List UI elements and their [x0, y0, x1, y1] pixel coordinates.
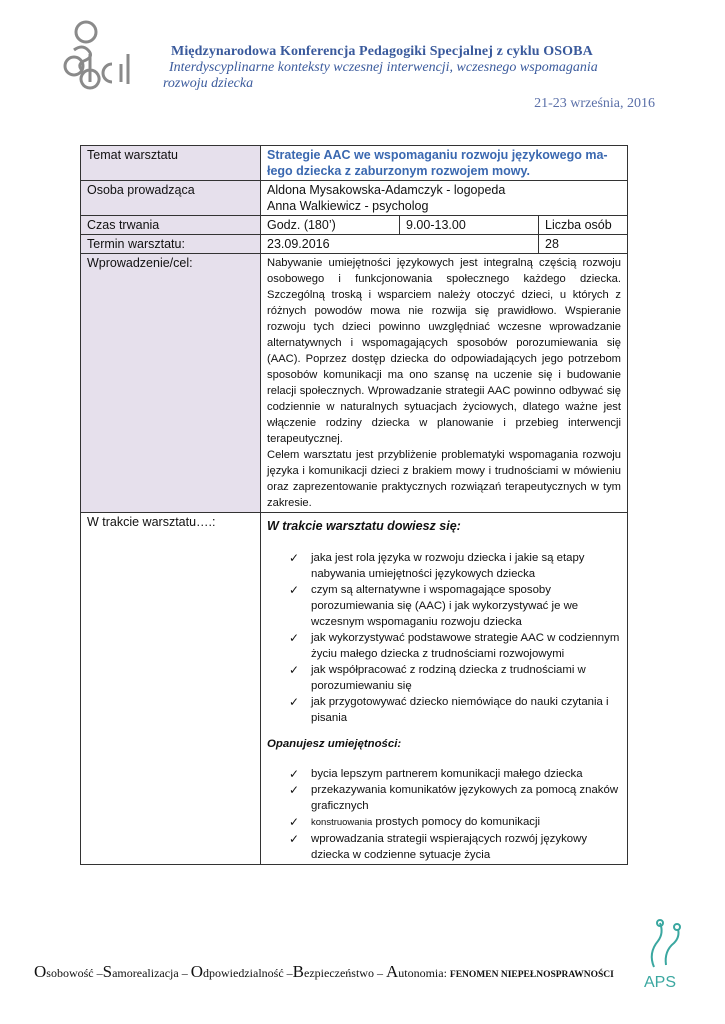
- checkmark-icon: ✓: [289, 695, 300, 709]
- checkmark-icon: ✓: [289, 783, 300, 797]
- table-row: [81, 216, 628, 235]
- list-item: ✓ jak współpracować z rodziną dziecka z trudnościami w porozumiewaniu się: [289, 663, 586, 692]
- host-line-2: Anna Walkiewicz - psycholog: [267, 199, 429, 213]
- host-value: [261, 181, 628, 216]
- conference-subtitle-2: rozwoju dziecka: [163, 76, 254, 91]
- checkmark-icon: ✓: [289, 832, 300, 846]
- aps-logo: [640, 915, 692, 995]
- list-item: ✓ przekazywania komunikatów językowych za pomocą znaków graficznych: [289, 783, 619, 812]
- participants-label: Liczba osób: [539, 216, 628, 235]
- list-item: ✓ jak przygotowywać dziecko niemówiące do nauki czytania i pisania: [289, 695, 609, 724]
- conference-header: [163, 44, 663, 92]
- table-row: [81, 181, 628, 216]
- list-item: ✓ konstruowania prostych pomocy do komunikacji: [289, 815, 541, 829]
- conference-date: 21-23 września, 2016: [534, 96, 655, 111]
- duration-label: Czas trwania: [81, 216, 261, 235]
- checkmark-icon: ✓: [289, 631, 300, 645]
- list-item: ✓ bycia lepszym partnerem komunikacji małego dziecka: [289, 767, 583, 781]
- host-label: Osoba prowadząca: [81, 181, 261, 216]
- list-item: ✓ wprowadzania strategii wspierających rozwój językowy dziecka w codzienne sytuacje życia: [289, 832, 588, 861]
- time-value: 9.00-13.00: [400, 216, 539, 235]
- participants-value: 28: [539, 235, 628, 254]
- conference-subtitle-1: Interdyscyplinarne konteksty wczesnej interwencji, wczesnego wspomagania: [169, 60, 598, 75]
- table-row: [81, 235, 628, 254]
- footer-motto: Osobowość –Samorealizacja – Odpowiedzialność –Bezpieczeństwo – Autonomia: FENOMEN NIEPEŁNOSPRAWNOŚCI: [34, 962, 614, 981]
- learn-heading: W trakcie warsztatu dowiesz się:: [267, 519, 461, 533]
- intro-paragraph-1: Nabywanie umiejętności językowych jest integralną częścią rozwoju osobowego i funkcjonowania społecznego każdego dziecka. Szczególną troską i wsparciem należy otoczyć dzieci, u których z różnych powodów mowa nie rozwija się prawidłowo. Wspieranie rozwoju tych dzieci powinno uwzględniać wczesne wprowadzanie alternatywnych i wspomagających sposobów porozumiewania się (AAC). Poprzez dostęp dziecka do odpowiadających jego potrzebom sposobów komunikacji ma ono szansę na uczenie się i budowanie relacji społecznych. Wprowadzanie strategii AAC powinno odbywać się codziennie w naturalnych sytuacjach życiowych, dlatego ważne jest włączenie rodziny dziecka w planowanie i przebieg interwencji terapeutycznej.: [267, 257, 621, 445]
- checkmark-icon: ✓: [289, 815, 300, 829]
- topic-value: Strategie AAC we wspomaganiu rozwoju językowego ma-łego dziecka z zaburzonym rozwojem mowy.: [261, 146, 628, 181]
- skills-list: [267, 766, 621, 863]
- table-row: [81, 513, 628, 865]
- learn-section: [261, 513, 628, 865]
- during-label: W trakcie warsztatu….:: [81, 513, 261, 865]
- workshop-table: [80, 145, 628, 865]
- duration-value: Godz. (180’): [261, 216, 400, 235]
- host-line-1: Aldona Mysakowska-Adamczyk - logopeda: [267, 183, 506, 197]
- table-row: [81, 146, 628, 181]
- date-value: 23.09.2016: [261, 235, 539, 254]
- list-item: ✓ jaka jest rola języka w rozwoju dziecka i jakie są etapy nabywania umiejętności językowych dziecka: [289, 551, 585, 580]
- intro-label: Wprowadzenie/cel:: [81, 254, 261, 513]
- topic-label: Temat warsztatu: [81, 146, 261, 181]
- osoba-logo: [60, 18, 140, 92]
- skills-heading: Opanujesz umiejętności:: [267, 738, 402, 750]
- list-item: ✓ jak wykorzystywać podstawowe strategie AAC w codziennym życiu małego dziecka z trudnościami rozwojowymi: [289, 631, 620, 660]
- intro-text: [261, 254, 628, 513]
- svg-text:APS: APS: [644, 974, 677, 991]
- checkmark-icon: ✓: [289, 767, 300, 781]
- checkmark-icon: ✓: [289, 551, 300, 565]
- conference-title: Międzynarodowa Konferencja Pedagogiki Specjalnej z cyklu OSOBA: [171, 44, 593, 59]
- table-row: [81, 254, 628, 513]
- date-label: Termin warsztatu:: [81, 235, 261, 254]
- intro-paragraph-2: Celem warsztatu jest przybliżenie problematyki wspomagania rozwoju języka i komunikacji dzieci z brakiem mowy i trudnościami w mówieniu oraz zaprezentowanie praktycznych rozwiązań terapeutycznych w tym zakresie.: [267, 449, 621, 509]
- learn-list: [267, 550, 621, 726]
- checkmark-icon: ✓: [289, 583, 300, 597]
- list-item: ✓ czym są alternatywne i wspomagające sposoby porozumiewania się (AAC) i jak wykorzystywać je we wczesnym wspomaganiu rozwoju dziecka: [289, 583, 579, 628]
- checkmark-icon: ✓: [289, 663, 300, 677]
